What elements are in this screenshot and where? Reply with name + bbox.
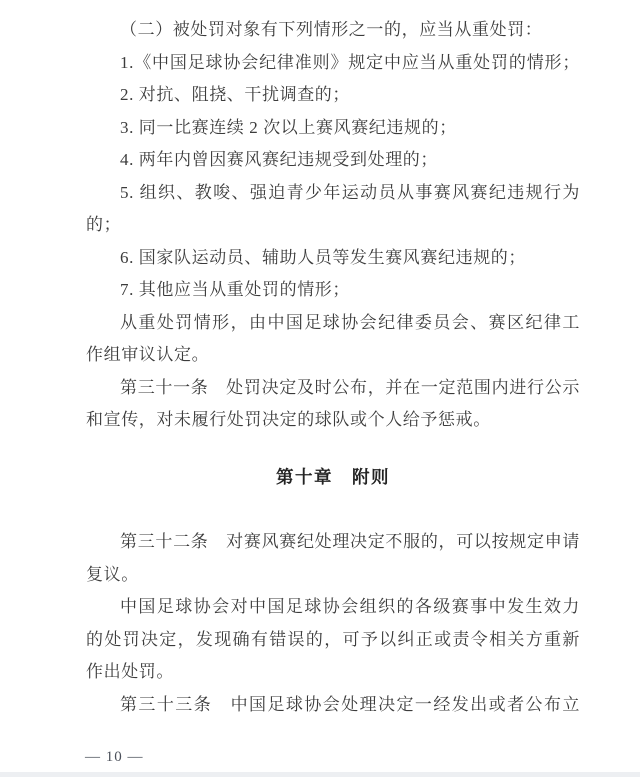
document-line: 6. 国家队运动员、辅助人员等发生赛风赛纪违规的； bbox=[120, 247, 526, 267]
bottom-strip bbox=[0, 772, 640, 777]
page-number: — 10 — bbox=[85, 749, 144, 765]
document-line: 4. 两年内曾因赛风赛纪违规受到处理的； bbox=[120, 150, 438, 169]
document-line: （二）被处罚对象有下列情形之一的，应当从重处罚： bbox=[120, 20, 543, 39]
document-page-body bbox=[86, 14, 580, 721]
document-line: 第三十一条 处罚决定及时公布，并在一定范围内进行公示 bbox=[120, 377, 580, 397]
document-line: 复议。 bbox=[86, 564, 139, 584]
document-line: 和宣传，对未履行处罚决定的球队或个人给予惩戒。 bbox=[86, 410, 491, 429]
document-line: 第三十二条 对赛风赛纪处理决定不服的，可以按规定申请 bbox=[120, 532, 580, 551]
document-line: 作出处罚。 bbox=[86, 662, 174, 681]
document-line: 从重处罚情形，由中国足球协会纪律委员会、赛区纪律工 bbox=[120, 312, 580, 332]
document-line: 1.《中国足球协会纪律准则》规定中应当从重处罚的情形； bbox=[120, 52, 580, 72]
document-line: 的处罚决定，发现确有错误的，可予以纠正或责令相关方重新 bbox=[86, 629, 580, 649]
document-line: 7. 其他应当从重处罚的情形； bbox=[120, 280, 350, 299]
document-line: 3. 同一比赛连续 2 次以上赛风赛纪违规的； bbox=[120, 117, 457, 137]
document-line: 作组审议认定。 bbox=[86, 345, 210, 364]
chapter-heading: 第十章 附则 bbox=[276, 466, 390, 487]
document-line: 5. 组织、教唆、强迫青少年运动员从事赛风赛纪违规行为 bbox=[120, 182, 580, 202]
document-line: 第三十三条 中国足球协会处理决定一经发出或者公布立 bbox=[120, 694, 580, 714]
document-line: 中国足球协会对中国足球协会组织的各级赛事中发生效力 bbox=[120, 597, 580, 616]
document-line: 的； bbox=[86, 215, 122, 234]
document-line: 2. 对抗、阻挠、干扰调查的； bbox=[120, 85, 350, 104]
